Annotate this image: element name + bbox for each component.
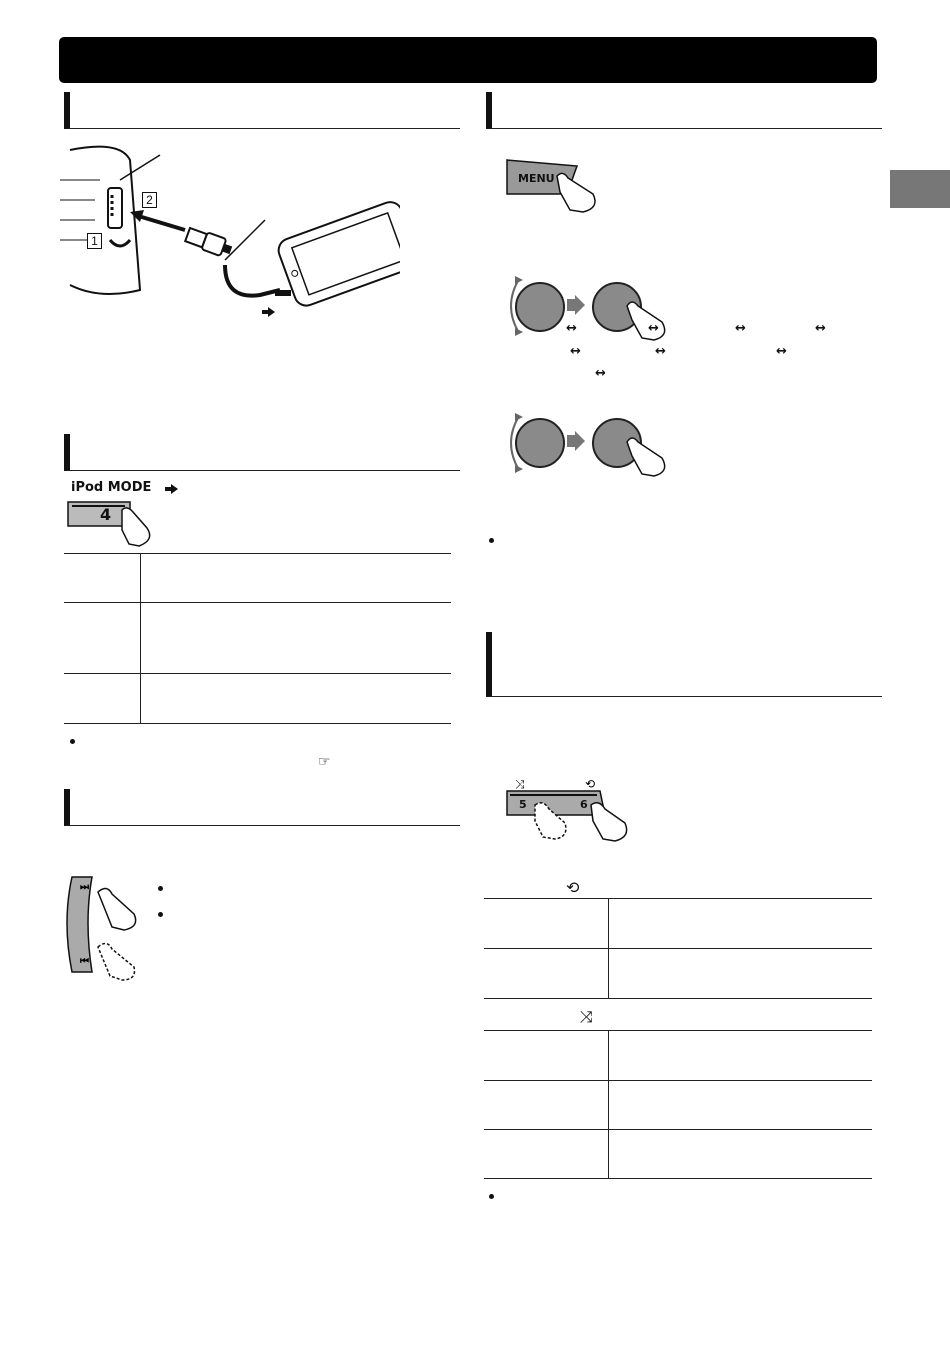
table-divider: [608, 1030, 609, 1178]
note-bullet: [158, 912, 163, 917]
repeat-icon: ⟲: [566, 878, 580, 897]
arrow-right-icon: [567, 431, 587, 451]
double-arrow-icon: ↔: [776, 344, 787, 359]
table-divider: [608, 898, 609, 998]
double-arrow-icon: ↔: [815, 321, 826, 336]
arrow-right-icon: [171, 484, 178, 494]
table-rule: [64, 673, 451, 674]
pointing-hand-icon: ☞: [318, 754, 331, 770]
table-divider: [140, 553, 141, 723]
table-rule: [484, 1080, 872, 1081]
preset-6-label: 6: [580, 798, 588, 811]
table-rule: [64, 723, 451, 724]
preset-4-label: 4: [100, 505, 112, 524]
double-arrow-icon: ↔: [735, 321, 746, 336]
skip-control-illustration[interactable]: [62, 872, 142, 982]
table-rule: [484, 998, 872, 999]
hand-press-icon: [557, 173, 595, 212]
control-knob[interactable]: [515, 282, 565, 332]
note-bullet: [489, 1194, 494, 1199]
note-bullet: [158, 886, 163, 891]
arrow-right-icon: [567, 295, 587, 315]
step-2-marker: 2: [142, 192, 157, 208]
hand-press-icon: [122, 508, 150, 546]
section-heading-ipod-mode: [64, 434, 460, 471]
table-rule: [484, 1030, 872, 1031]
page-title-bar: [59, 37, 877, 83]
connection-illustration: [60, 140, 400, 320]
section-heading-connect: [64, 92, 460, 129]
arrow-right-icon: [268, 307, 275, 317]
hand-press-icon: [98, 943, 135, 980]
step-1-marker: 1: [87, 233, 102, 249]
menu-button[interactable]: [505, 158, 600, 213]
note-bullet: [70, 739, 75, 744]
table-rule: [484, 898, 872, 899]
table-rule: [484, 1129, 872, 1130]
hand-press-icon: [98, 888, 136, 930]
shuffle-icon: ⤨: [515, 777, 525, 791]
preset-5-label: 5: [519, 798, 527, 811]
hand-press-icon: [622, 298, 672, 343]
double-arrow-icon: ↔: [570, 344, 581, 359]
skip-forward-icon: ⏭: [80, 882, 89, 893]
repeat-icon: ⟲: [585, 777, 596, 791]
section-heading-repeat-shuffle: [486, 632, 882, 697]
hand-press-icon: [622, 434, 672, 479]
double-arrow-icon: ↔: [566, 321, 577, 336]
skip-back-icon: ⏮: [80, 956, 89, 967]
section-heading-menu: [486, 92, 882, 129]
ipod-mode-label: iPod MODE: [71, 480, 152, 495]
shuffle-icon: ⤨: [580, 1007, 593, 1026]
double-arrow-icon: ↔: [648, 321, 659, 336]
table-rule: [484, 948, 872, 949]
ipod-connection-diagram: [60, 140, 400, 320]
note-bullet: [489, 538, 494, 543]
chapter-tab: [890, 170, 950, 208]
table-rule: [484, 1178, 872, 1179]
double-arrow-icon: ↔: [595, 366, 606, 381]
ipod-mode-button[interactable]: [67, 500, 157, 542]
hand-press-icon: [591, 803, 627, 841]
double-arrow-icon: ↔: [655, 344, 666, 359]
table-rule: [64, 602, 451, 603]
menu-key-label: MENU: [518, 172, 555, 185]
section-heading-skip: [64, 789, 460, 826]
control-knob[interactable]: [515, 418, 565, 468]
table-rule: [64, 553, 451, 554]
